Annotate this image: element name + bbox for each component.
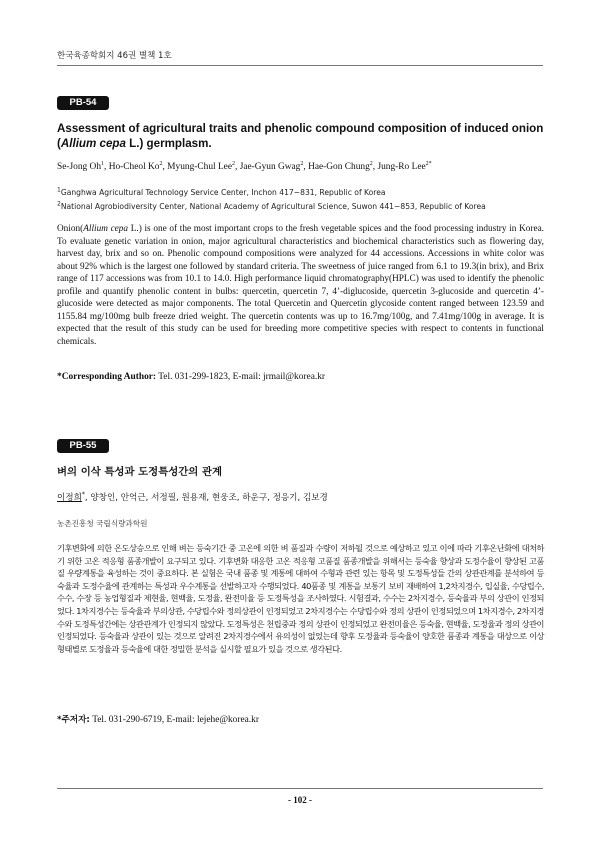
abstract-body-pb54: Onion(Allium cepa L.) is one of the most important crops to the fresh vegetable spices and the food processing industry in Korea. To evaluate genetic variation in onion, major agricultural characteristics and biochemical characteristics such as flowering day, harvest day, brix and so on. Phenolic compound compositions were analyzed for 44 accessions. Accessions in white color was about 92% which is the largest one followed by standard criteria. The sweetness of juice ranged from 6.1 to 19.3(in brix), and Brix range of 117 accessions was from 10.1 to 14.0. High performance liquid chromatography(HPLC) was used to identify the phenolic profile and quantify phenolic content in bulbs: quercetin, quercetin 7, 4’-diglucoside, quercetin 3-glucoside and quercetin 4’-glucoside were detected as major components. The total Quercetin and Quercetin glycoside content ranged between 123.59 and 1155.84 mg/100mg bulb freeze dried weight. The quercetin contents was up to 16.7mg/100g, and 7.41mg/100g in average. It is expected that the result of this study can be used for breeding more competitive species with respect to contents in functional chemicals. (57, 224, 544, 347)
affiliation-line (57, 200, 544, 214)
author-affiliation-sup: 2 (159, 160, 163, 167)
affiliation-text: Ganghwa Agricultural Technology Service Center, Inchon 417−831, Republic of Korea (60, 188, 386, 197)
first-author-pb55: 이정희 (57, 493, 82, 503)
author-name: Jae-Gyun Gwag (239, 162, 301, 172)
abstract-badge-pb55: PB-55 (57, 439, 109, 453)
author-name: Hae-Gon Chung (308, 162, 370, 172)
author-name: Jung-Ro Lee (377, 162, 426, 172)
author-name: Ho-Cheol Ko (108, 162, 160, 172)
author-affiliation-sup: 2 (300, 160, 304, 167)
page-number: - 102 - (288, 795, 312, 805)
author-affiliation-sup: 1 (101, 160, 105, 167)
author-list-pb54: Se-Jong Oh$^1$, Ho-Cheol Ko$^2$, Myung-Chul Lee$^2$, Jae-Gyun Gwag$^2$, Hae-Gon Chung$^2$, Jung-Ro Lee$^{2*}$ (57, 160, 432, 172)
corresponding-author-pb55: *주저자: Tel. 031-290-6719, E-mail: lejehe@korea.kr (57, 715, 259, 725)
author-affiliation-sup: 2* (425, 160, 432, 167)
author-affiliation-sup: 2 (369, 160, 373, 167)
affiliation-sup: 2 (57, 200, 61, 208)
author-name: Se-Jong Oh (57, 162, 102, 172)
footer-rule (57, 788, 543, 789)
affiliation-pb55: 농촌진흥청 국립식량과학원 (57, 519, 148, 528)
paper-title-pb55: 벼의 이삭 특성과 도정특성간의 관계 (57, 466, 223, 478)
other-authors-pb55: , 양창인, 안억근, 서정필, 원용재, 현웅조, 하운구, 정응기, 김보경 (84, 493, 328, 503)
affiliation-line (57, 186, 544, 200)
affiliation-sup: 1 (57, 186, 61, 194)
journal-header: 한국육종학회지 46권 별책 1호 (57, 51, 172, 61)
affiliation-text: National Agrobiodiversity Center, National Academy of Agricultural Science, Suwon 441−853, Republic of Korea (60, 202, 486, 211)
first-author-sup: * (81, 491, 85, 499)
abstract-badge-pb54: PB-54 (57, 96, 109, 110)
paper-title-pb54: Assessment of agricultural traits and phenolic compound composition of induced onion (Allium cepa L.) germplasm. (57, 122, 544, 150)
author-affiliation-sup: 2 (232, 160, 236, 167)
header-rule (57, 65, 543, 66)
corresponding-author-pb54: *Corresponding Author: Tel. 031-299-1823, E-mail: jrmail@korea.kr (57, 372, 326, 382)
author-list-pb55 (57, 491, 328, 503)
author-name: Myung-Chul Lee (167, 162, 233, 172)
abstract-body-pb55: 기후변화에 의한 온도상승으로 인해 벼는 등숙기간 중 고온에 의한 벼 품질과 수량이 저하될 것으로 예상하고 있고 이에 따라 기후온난화에 대처하기 위한 고온 적응형 품종개발이 요구되고 있다. 기후변화 대응한 고온 적응형 고품질 품종개발을 위해서는 등숙율 향상과 도정수율이 향상된 고품질 우량계통을 육성하는 것이 중요하다. 본 실험은 국내 품종 및 계통에 대하여 수형과 관련 있는 항목 및 도정특성들 간의 상관관계를 분석하여 등숙율과 도정수율에 관계하는 특성과 우수계통을 선발하고자 수행되었다. 40품종 및 계통을 보통기 보비 재배하여 1,2차지경수, 입실율, 수당립수, 수수, 수장 등 농업형질과 제현율, 현백율, 도정율, 완전미율 등 도정특성을 조사하였다. 시험결과, 수수는 2차지경수, 등숙율과 부의 상관이 인정되었다. 1차지경수는 등숙율과 부의상관, 수당립수와 정의상관이 인정되었고 2차지경수는 수당립수와 정의 상관이 인정되었으며 1차지경수, 2차지경수와 도정특성간에는 상관관계가 인정되지 않았다. 도정특성은 천립중과 정의 상관이 인정되었고 완전미율은 등숙율, 현백율, 도정율과 정의 상관이 인정되었다. 등숙율과 상관이 있는 것으로 알려진 2차지경수에서 유의성이 없었는데 향후 도정율과 등숙율이 양호한 품종과 계통을 대상으로 이상형태별로 도정율과 등숙율에 대한 정밀한 분석을 실시할 필요가 있을 것으로 생각된다. (57, 543, 544, 654)
affiliation-list-pb54 (57, 186, 544, 214)
